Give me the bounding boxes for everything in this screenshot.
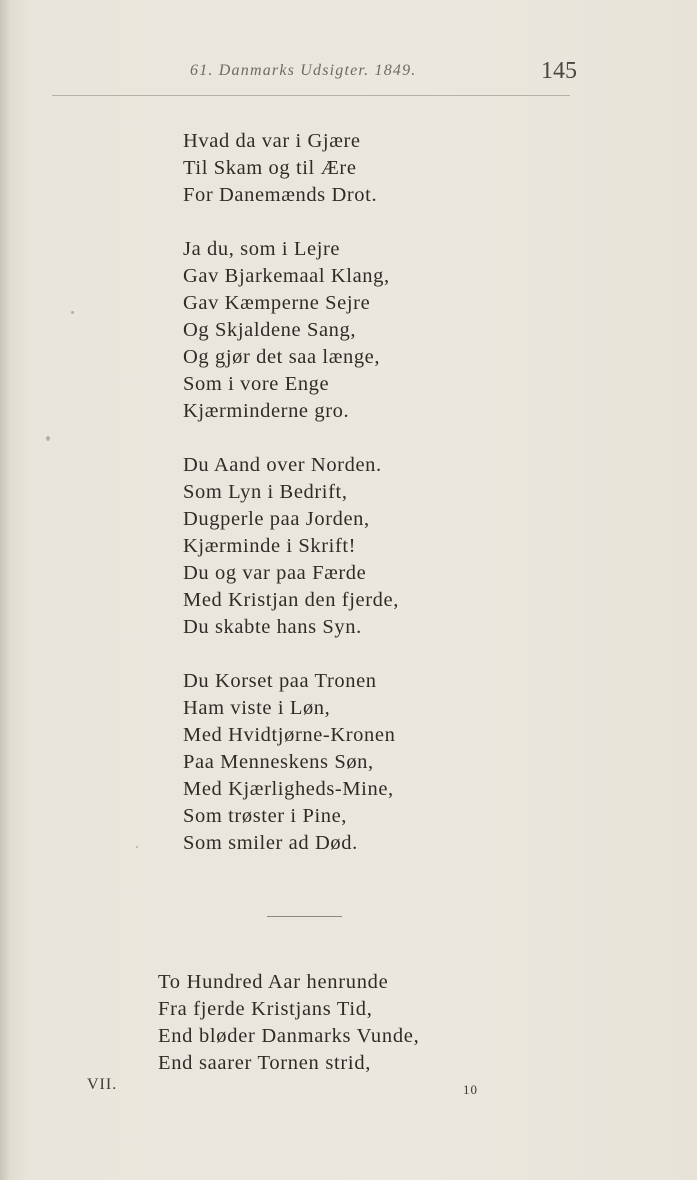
- verse-line: Gav Bjarkemaal Klang,: [183, 265, 390, 287]
- verse-line: Paa Menneskens Søn,: [183, 751, 374, 773]
- running-head: [0, 58, 697, 98]
- verse-line: Hvad da var i Gjære: [183, 130, 361, 152]
- verse-line: Som smiler ad Død.: [183, 832, 358, 854]
- verse-line: Med Kjærligheds-Mine,: [183, 778, 394, 800]
- page-edge-shadow: [0, 0, 10, 1180]
- section-separator-rule: [267, 916, 342, 917]
- verse-line: Gav Kæmperne Sejre: [183, 292, 371, 314]
- verse-line: Med Kristjan den fjerde,: [183, 589, 399, 611]
- verse-line: Til Skam og til Ære: [183, 157, 357, 179]
- paper-speck: [71, 311, 74, 314]
- verse-line: Kjærminde i Skrift!: [183, 535, 357, 557]
- sheet-number: 10: [463, 1082, 478, 1097]
- verse-line: End bløder Danmarks Vunde,: [158, 1025, 420, 1047]
- poem-body: [183, 128, 603, 884]
- verse-line: Kjærminderne gro.: [183, 400, 350, 422]
- verse-line: End saarer Tornen strid,: [158, 1052, 372, 1074]
- verse-line: For Danemænds Drot.: [183, 184, 378, 206]
- verse-line: Du og var paa Færde: [183, 562, 367, 584]
- verse-line: Som i vore Enge: [183, 373, 330, 395]
- verse-line: Som Lyn i Bedrift,: [183, 481, 348, 503]
- verse-line: Du Korset paa Tronen: [183, 670, 377, 692]
- verse-line: Som trøster i Pine,: [183, 805, 348, 827]
- verse-line: Ja du, som i Lejre: [183, 238, 341, 260]
- verse-line: Med Hvidtjørne-Kronen: [183, 724, 396, 746]
- stanza: [183, 668, 603, 857]
- running-title: 61. Danmarks Udsigter. 1849.: [190, 62, 417, 79]
- verse-line: Dugperle paa Jorden,: [183, 508, 370, 530]
- gathering-signature: VII.: [87, 1076, 118, 1093]
- stanza: [183, 236, 603, 425]
- page-number: 145: [541, 58, 577, 84]
- verse-line: Og gjør det saa længe,: [183, 346, 381, 368]
- verse-line: Du skabte hans Syn.: [183, 616, 362, 638]
- verse-line: Ham viste i Løn,: [183, 697, 331, 719]
- header-rule: [52, 95, 570, 96]
- verse-line: Og Skjaldene Sang,: [183, 319, 357, 341]
- verse-line: To Hundred Aar henrunde: [158, 971, 389, 993]
- verse-line: Du Aand over Norden.: [183, 454, 382, 476]
- paper-speck: [46, 436, 50, 441]
- verse-line: Fra fjerde Kristjans Tid,: [158, 998, 373, 1020]
- stanza: [183, 452, 603, 641]
- stanza: [183, 128, 603, 209]
- paper-speck: [136, 846, 138, 848]
- final-stanza: [158, 969, 598, 1077]
